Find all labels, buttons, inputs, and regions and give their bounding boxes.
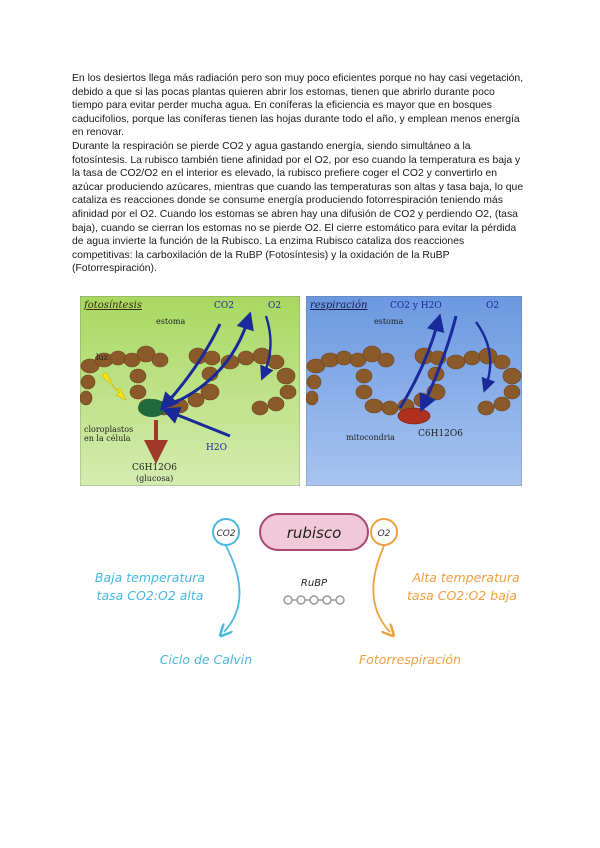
calvin-cycle-label: Ciclo de Calvin: [159, 652, 253, 667]
rubp-chain: [284, 596, 344, 604]
mitochondrion: [398, 408, 430, 424]
resp-estoma-label: estoma: [374, 317, 404, 326]
resp-co2-h2o-label: CO2 y H2O: [390, 301, 442, 311]
resp-background: [306, 296, 522, 486]
rubp-label: RuBP: [300, 578, 328, 589]
co2-badge-label: CO2: [216, 529, 236, 539]
o2-badge-label: O2: [377, 529, 391, 539]
photorespiration-arrow: [373, 546, 390, 632]
calvin-arrow: [224, 546, 240, 632]
respiration-diagram: [306, 296, 522, 486]
photo-background: [80, 296, 300, 486]
resp-glucosa-formula: C6H12O6: [418, 429, 464, 439]
photo-h2o-label: H2O: [206, 443, 227, 453]
rubisco-diagram: [78, 500, 528, 680]
resp-title: respiración: [310, 300, 368, 311]
low-ratio-label: tasa CO2:O2 baja: [407, 588, 517, 603]
paragraph-desert: En los desiertos llega más radiación pero son muy poco eficientes porque no hay casi vegetación, debido a que si las pocas plantas quieren abrir los estomas, tienen que abrirlo durante poco tiempo para evitar perder mucha agua. En coníferas la eficiencia es mayor que en bosques caducifolios, porque las coníferas tienen las hojas durante todo el año, y emplean menos energía en renovar.: [72, 73, 524, 139]
photo-o2-label: O2: [268, 301, 282, 311]
high-temp-label: Alta temperatura: [412, 570, 520, 585]
photo-title: fotosíntesis: [84, 300, 142, 311]
rubisco-label: rubisco: [286, 524, 342, 542]
photo-cloroplastos-label: cloroplastos: [84, 425, 134, 434]
low-temp-label: Baja temperatura: [94, 570, 206, 585]
photosynthesis-diagram: [80, 296, 300, 486]
photo-co2-label: CO2: [214, 301, 234, 311]
photorespiration-label: Fotorrespiración: [359, 652, 461, 667]
photo-glucosa-formula: C6H12O6: [132, 463, 178, 473]
chloroplast: [138, 399, 166, 417]
photo-glucosa-label: (glucosa): [136, 474, 174, 483]
resp-mitocondria-label: mitocondria: [346, 433, 395, 442]
photo-estoma-label: estoma: [156, 317, 186, 326]
paragraph-respiration: Durante la respiración se pierde CO2 y agua gastando energía, siendo simultáneo a la fotosíntesis. La rubisco también tiene afinidad por el O2, por eso cuando la temperatura es baja y la tasa de CO2/O2 en el interior es elevado, la rubisco prefiere coger el CO2 y convertirlo en azúcar produciendo azúcares, mientras que cuando las temperaturas son altas y tasa baja, lo que cataliza es reacciones donde se consume energía produciendo fotorrespiración teniendo más afinidad por el O2. Cuando los estomas se abren hay una difusión de CO2 y perdiendo O2, (tasa baja), cuando se cierran los estomas no se pierde O2. El cierre estomático para evitar la pérdida de agua invierte la función de la Rubisco. La enzima Rubisco cataliza dos reacciones competitivas: la carboxilación de la RuBP (Fotosíntesis) y la oxidación de la RuBP (Fotorrespiración).: [72, 141, 524, 275]
photo-luz-label: luz: [96, 353, 108, 362]
photo-cloroplastos-label-2: en la célula: [84, 434, 131, 443]
resp-o2-label: O2: [486, 301, 500, 311]
high-ratio-label: tasa CO2:O2 alta: [96, 588, 204, 603]
